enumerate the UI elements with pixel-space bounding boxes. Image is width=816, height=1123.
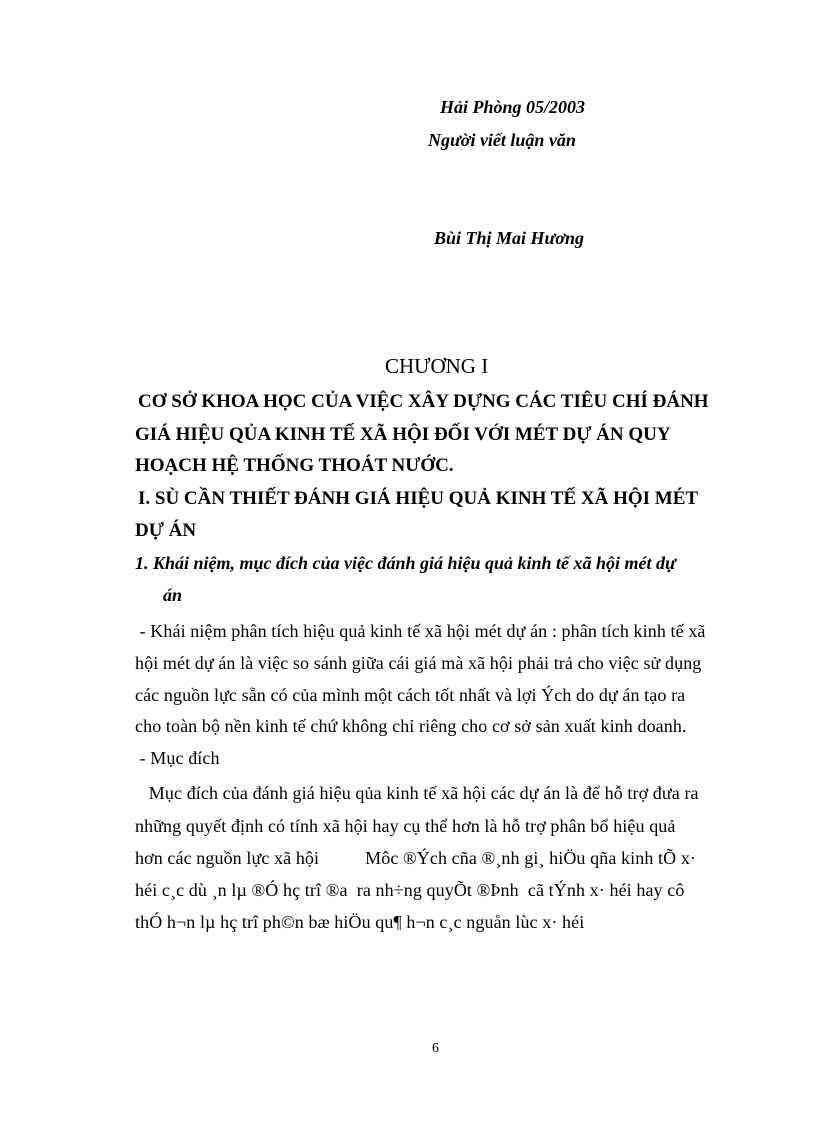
section-heading-line-1: I. SÙ CẦN THIẾT ĐÁNH GIÁ HIỆU QUẢ KINH TẾ XÃ HỘI MÉT xyxy=(138,488,699,509)
section-heading-line-2: DỰ ÁN xyxy=(135,520,197,541)
chapter-heading-line-3: HOẠCH HỆ THỐNG THOÁT NƯỚC. xyxy=(135,455,454,476)
body-line-1: - Khái niệm phân tích hiệu quả kinh tế xã hội mét dự án : phân tích kinh tế xã xyxy=(135,621,706,641)
chapter-heading-line-1: CƠ SỞ KHOA HỌC CỦA VIỆC XÂY DỰNG CÁC TIÊU CHÍ ĐÁNH xyxy=(138,391,709,412)
body-line-9: héi c¸c dù ¸n lµ ®Ó hç trî ®a ra nh÷ng quyÕt ®Þnh cã tÝnh x· héi hay cô xyxy=(135,880,685,900)
body-line-7: những quyết định có tính xã hội hay cụ thể hơn là hỗ trợ phân bổ hiệu quả xyxy=(135,816,676,836)
signature-author: Bùi Thị Mai Hương xyxy=(434,228,584,248)
page-number: 6 xyxy=(432,1041,439,1056)
subsection-heading-line-2: án xyxy=(163,585,183,605)
body-line-8: hơn các nguồn lực xã hội Môc ®Ých cña ®¸nh gi¸ hiÖu qña kinh tÕ x· xyxy=(135,848,697,868)
chapter-title: CHƯƠNG I xyxy=(385,354,489,378)
chapter-heading-line-2: GIÁ HIỆU QỦA KINH TẾ XÃ HỘI ĐỐI VỚI MÉT DỰ ÁN QUY xyxy=(135,424,671,445)
body-line-6: Mục đích của đánh giá hiệu qủa kinh tế xã hội các dự án là để hỗ trợ đưa ra xyxy=(135,783,699,803)
body-line-10: thÓ h¬n lµ hç trî ph©n bæ hiÖu qu¶ h¬n c¸c nguån lùc x· héi xyxy=(135,912,585,932)
body-line-5: - Mục đích xyxy=(135,748,220,768)
body-line-2: hội mét dự án là việc so sánh giữa cái giá mà xã hội phải trả cho việc sử dụng xyxy=(135,653,702,673)
signature-place-date: Hải Phòng 05/2003 xyxy=(440,97,586,117)
body-line-3: các nguồn lực sẵn có của mình một cách tốt nhất và lợi Ých do dự án tạo ra xyxy=(135,685,686,705)
subsection-heading-line-1: 1. Khái niệm, mục đích của việc đánh giá hiệu quả kinh tế xã hội mét dự xyxy=(135,553,676,573)
signature-role: Người viết luận văn xyxy=(428,130,576,150)
body-line-4: cho toàn bộ nền kinh tế chứ không chỉ riêng cho cơ sở sản xuất kinh doanh. xyxy=(135,716,687,736)
